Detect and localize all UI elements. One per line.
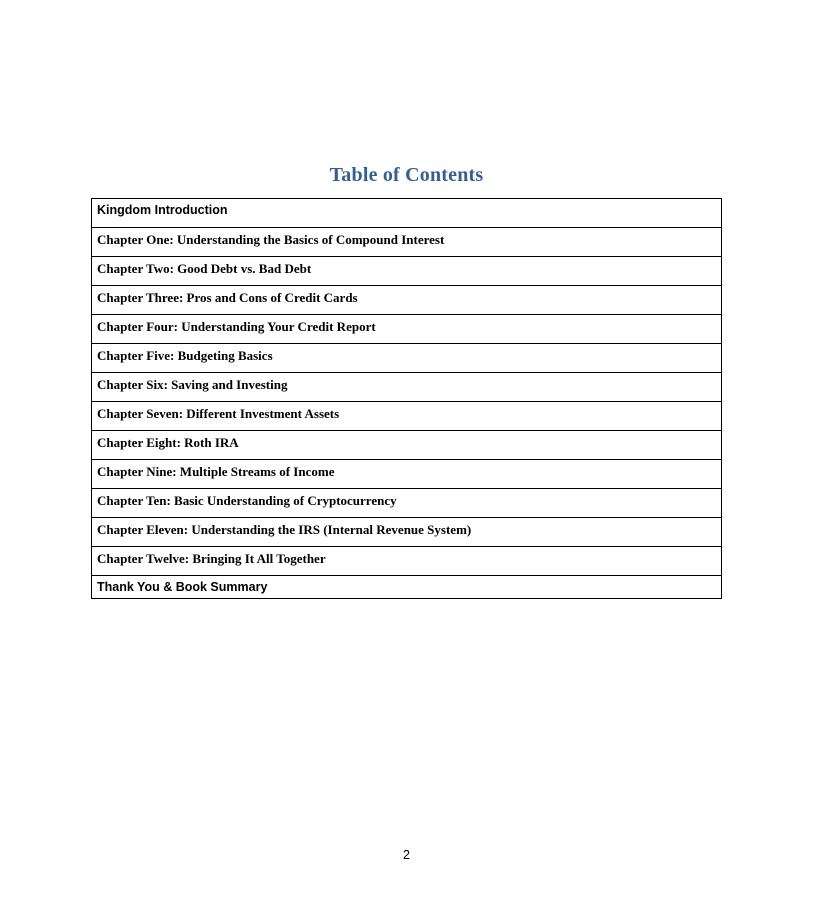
- table-row: [92, 199, 722, 228]
- table-row-label: Chapter Five: Budgeting Basics: [92, 344, 722, 373]
- table-row-label: Chapter One: Understanding the Basics of Compound Interest: [92, 228, 722, 257]
- table-row-label: Chapter Seven: Different Investment Assets: [92, 402, 722, 431]
- table-row-label: Chapter Six: Saving and Investing: [92, 373, 722, 402]
- table-row-label: Chapter Twelve: Bringing It All Together: [92, 547, 722, 576]
- table-row-label: Kingdom Introduction: [92, 199, 722, 228]
- table-row: [92, 286, 722, 315]
- table-row-label: Thank You & Book Summary: [92, 576, 722, 599]
- table-row: [92, 344, 722, 373]
- page-number: 2: [403, 848, 410, 862]
- table-row-label: Chapter Two: Good Debt vs. Bad Debt: [92, 257, 722, 286]
- table-row-label: Chapter Four: Understanding Your Credit Report: [92, 315, 722, 344]
- table-row: [92, 460, 722, 489]
- table-row-label: Chapter Ten: Basic Understanding of Cryptocurrency: [92, 489, 722, 518]
- table-row: [92, 547, 722, 576]
- table-row: [92, 228, 722, 257]
- table-row-label: Chapter Nine: Multiple Streams of Income: [92, 460, 722, 489]
- table-row-label: Chapter Eight: Roth IRA: [92, 431, 722, 460]
- table-row: [92, 315, 722, 344]
- table-row: [92, 518, 722, 547]
- toc-body: [92, 199, 722, 599]
- table-row: [92, 489, 722, 518]
- table-row: [92, 576, 722, 599]
- table-row: [92, 257, 722, 286]
- table-row: [92, 402, 722, 431]
- table-row-label: Chapter Three: Pros and Cons of Credit Cards: [92, 286, 722, 315]
- table-of-contents: [91, 198, 722, 599]
- table-row: [92, 431, 722, 460]
- page-title: Table of Contents: [329, 164, 484, 186]
- table-row: [92, 373, 722, 402]
- table-row-label: Chapter Eleven: Understanding the IRS (Internal Revenue System): [92, 518, 722, 547]
